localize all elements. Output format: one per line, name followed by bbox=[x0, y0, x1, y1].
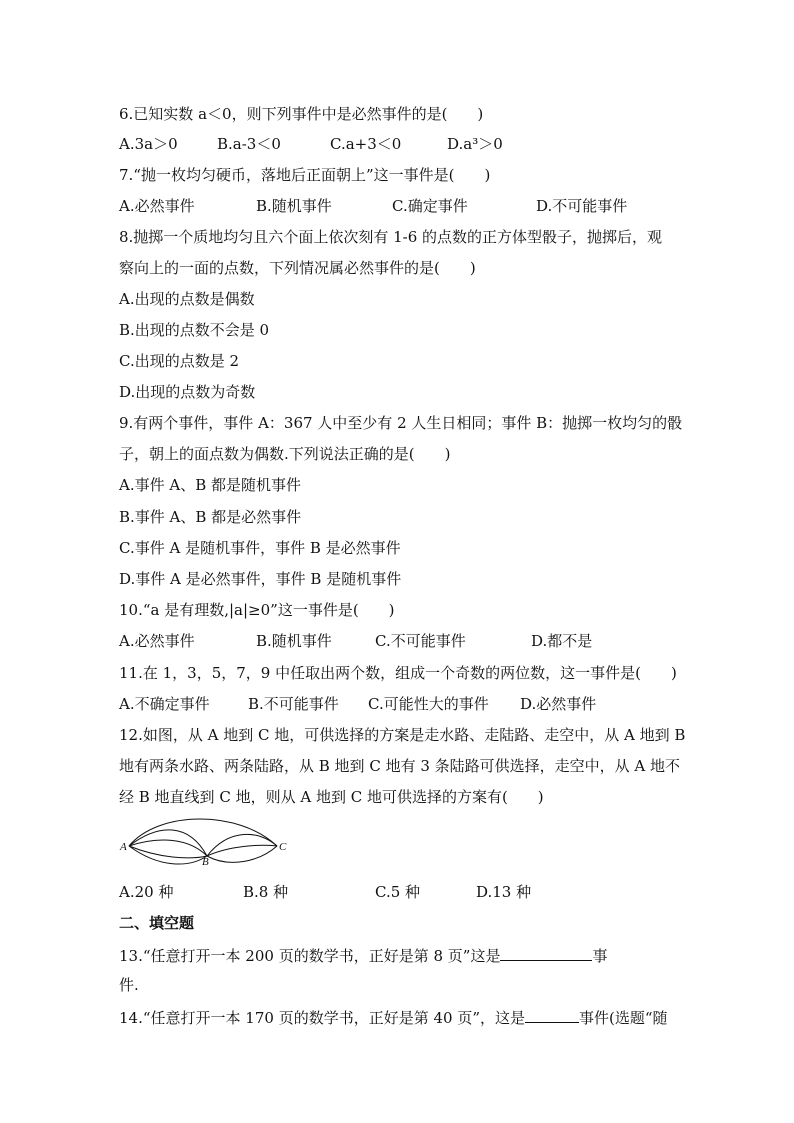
q10-option-c: C.不可能事件 bbox=[375, 632, 466, 650]
q12-option-a: A.20 种 bbox=[119, 883, 174, 901]
question-7-text: 7.“抛一枚均匀硬币，落地后正面朝上”这一事件是( ) bbox=[119, 166, 491, 184]
question-8-line-1: 8.抛掷一个质地均匀且六个面上依次刻有 1-6 的点数的正方体型骰子，抛掷后，观 bbox=[119, 228, 663, 246]
q13-answer-blank[interactable] bbox=[500, 944, 592, 961]
question-12-line-2: 地有两条水路、两条陆路，从 B 地到 C 地有 3 条陆路可供选择，走空中，从 A 地不 bbox=[119, 757, 681, 775]
q10-option-a: A.必然事件 bbox=[119, 632, 195, 650]
q12-option-c: C.5 种 bbox=[375, 883, 421, 901]
question-6-text: 6.已知实数 a＜0，则下列事件中是必然事件的是( ) bbox=[119, 105, 484, 123]
question-10-text: 10.“a 是有理数,|a|≥0”这一事件是( ) bbox=[119, 601, 395, 619]
q12-option-b: B.8 种 bbox=[243, 883, 289, 901]
q9-option-a: A.事件 A、B 都是随机事件 bbox=[119, 476, 301, 494]
q6-option-a: A.3a＞0 bbox=[119, 135, 178, 153]
label-c: C bbox=[279, 841, 287, 853]
route-diagram bbox=[119, 818, 294, 866]
q14-answer-blank[interactable] bbox=[525, 1006, 579, 1023]
q10-option-d: D.都不是 bbox=[531, 632, 593, 650]
route-b-c-3 bbox=[207, 846, 277, 862]
q6-option-b: B.a-3＜0 bbox=[217, 135, 281, 153]
question-9-line-1: 9.有两个事件，事件 A：367 人中至少有 2 人生日相同；事件 B：抛掷一枚均匀的骰 bbox=[119, 414, 683, 432]
q6-option-d: D.a³＞0 bbox=[447, 135, 503, 153]
q14-text-after: 事件(选题“随 bbox=[578, 1009, 668, 1027]
question-13-line-2: 件. bbox=[119, 976, 139, 994]
question-12-line-1: 12.如图，从 A 地到 C 地，可供选择的方案是走水路、走陆路、走空中，从 A 地到 B bbox=[119, 726, 686, 744]
question-11-text: 11.在 1，3，5，7，9 中任取出两个数，组成一个奇数的两位数，这一事件是( ) bbox=[119, 664, 677, 682]
q11-option-a: A.不确定事件 bbox=[119, 695, 210, 713]
q7-option-a: A.必然事件 bbox=[119, 197, 195, 215]
question-8-line-2: 察向上的一面的点数，下列情况属必然事件的是( ) bbox=[119, 259, 476, 277]
q12-option-d: D.13 种 bbox=[476, 883, 532, 901]
q7-option-b: B.随机事件 bbox=[256, 197, 332, 215]
air-route-curve bbox=[129, 819, 277, 846]
q14-text-before: 14.“任意打开一本 170 页的数学书，正好是第 40 页”，这是 bbox=[119, 1009, 525, 1027]
q13-text-before: 13.“任意打开一本 200 页的数学书，正好是第 8 页”这是 bbox=[119, 947, 501, 965]
route-b-c-2 bbox=[207, 845, 277, 856]
question-13-line-1 bbox=[119, 944, 607, 966]
q9-option-c: C.事件 A 是随机事件，事件 B 是必然事件 bbox=[119, 539, 401, 557]
q11-option-d: D.必然事件 bbox=[520, 695, 597, 713]
q11-option-c: C.可能性大的事件 bbox=[368, 695, 489, 713]
q8-option-c: C.出现的点数是 2 bbox=[119, 352, 240, 370]
question-12-line-3: 经 B 地直线到 C 地，则从 A 地到 C 地可供选择的方案有( ) bbox=[119, 788, 544, 806]
q9-option-d: D.事件 A 是必然事件，事件 B 是随机事件 bbox=[119, 570, 402, 588]
q8-option-d: D.出现的点数为奇数 bbox=[119, 383, 256, 401]
q10-option-b: B.随机事件 bbox=[256, 632, 332, 650]
q6-option-c: C.a+3＜0 bbox=[330, 135, 402, 153]
q11-option-b: B.不可能事件 bbox=[248, 695, 339, 713]
q9-option-b: B.事件 A、B 都是必然事件 bbox=[119, 508, 302, 526]
question-9-line-2: 子，朝上的面点数为偶数.下列说法正确的是( ) bbox=[119, 445, 451, 463]
section-title-fill-in: 二、填空题 bbox=[119, 914, 195, 932]
q7-option-c: C.确定事件 bbox=[392, 197, 468, 215]
q8-option-b: B.出现的点数不会是 0 bbox=[119, 321, 270, 339]
q8-option-a: A.出现的点数是偶数 bbox=[119, 290, 255, 308]
route-a-b-4 bbox=[129, 846, 207, 864]
label-b: B bbox=[202, 856, 209, 866]
label-a: A bbox=[120, 841, 127, 853]
q7-option-d: D.不可能事件 bbox=[536, 197, 628, 215]
q13-text-after: 事 bbox=[592, 947, 608, 965]
question-14-line-1 bbox=[119, 1006, 668, 1028]
